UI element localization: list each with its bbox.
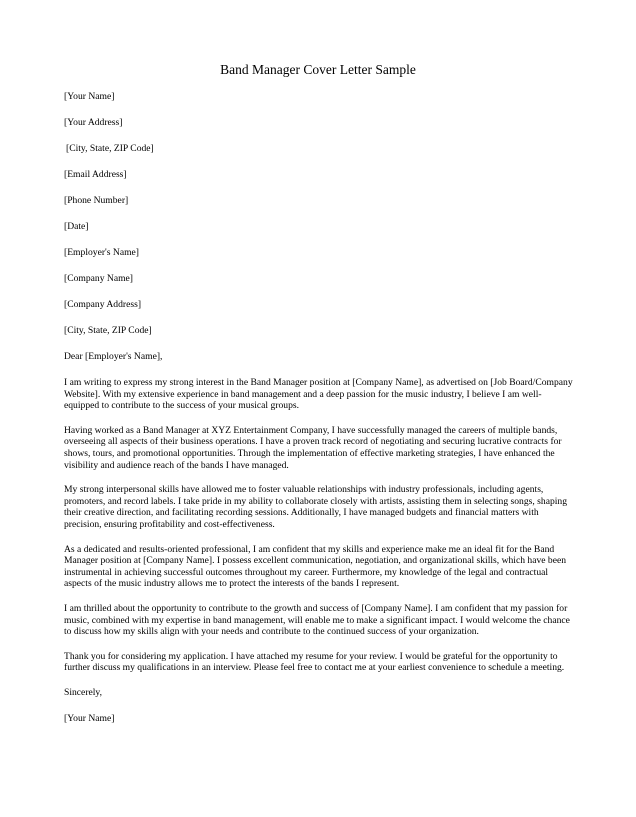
paragraph-enthusiasm: I am thrilled about the opportunity to contribute to the growth and success of [Company Name]. I am confident that my passion for music, combined with my expertise in band management, will enable me to make a significant impact. I would welcome the chance to discuss how my skills align with your needs and contribute to the continued success of your organization. bbox=[64, 602, 570, 638]
sender-city-state-zip: [City, State, ZIP Code] bbox=[66, 143, 154, 154]
paragraph-experience: Having worked as a Band Manager at XYZ Entertainment Company, I have successfully managed the careers of multiple bands, overseeing all aspects of their business operations. I have a proven track record of negotiating and securing lucrative contracts for shows, tours, and promotional opportunities. Through the implementation of effective marketing strategies, I have enhanced the visibility and audience reach of the bands I have managed. bbox=[64, 424, 562, 471]
employer-name: [Employer's Name] bbox=[64, 247, 139, 258]
letter-date: [Date] bbox=[64, 221, 89, 232]
company-city-state-zip: [City, State, ZIP Code] bbox=[64, 325, 152, 336]
paragraph-fit: As a dedicated and results-oriented professional, I am confident that my skills and experience make me an ideal fit for the Band Manager position at [Company Name]. I possess excellent communication, negotiation, and organizational skills, which have been instrumental in achieving successful outcomes throughout my career. Furthermore, my knowledge of the legal and contractual aspects of the music industry allows me to protect the interests of the bands I represent. bbox=[64, 543, 567, 590]
sender-name: [Your Name] bbox=[64, 91, 115, 102]
sender-phone: [Phone Number] bbox=[64, 195, 129, 206]
signature: [Your Name] bbox=[64, 712, 115, 724]
salutation: Dear [Employer's Name], bbox=[64, 351, 163, 362]
closing: Sincerely, bbox=[64, 686, 103, 698]
paragraph-intro: I am writing to express my strong interest in the Band Manager position at [Company Name], as advertised on [Job Board/Company Website]. With my extensive experience in band management and a deep passion for the music industry, I believe I am well-equipped to contribute to the success of your musical groups. bbox=[64, 377, 573, 412]
letter-body bbox=[64, 91, 574, 724]
sender-address: [Your Address] bbox=[64, 117, 123, 128]
sender-email: [Email Address] bbox=[64, 169, 127, 180]
paragraph-thanks: Thank you for considering my application. I have attached my resume for your review. I would be grateful for the opportunity to further discuss my qualifications in an interview. Please feel free to contact me at your earliest convenience to schedule a meeting. bbox=[64, 650, 565, 674]
paragraph-interpersonal: My strong interpersonal skills have allowed me to foster valuable relationships with industry professionals, including agents, promoters, and record labels. I take pride in my ability to collaborate closely with artists, assisting them in selecting songs, shaping their creative direction, and facilitating recording sessions. Additionally, I have managed budgets and financial matters with precision, ensuring profitability and cost-effectiveness. bbox=[64, 484, 568, 530]
document-title: Band Manager Cover Letter Sample bbox=[220, 62, 416, 77]
company-name: [Company Name] bbox=[64, 273, 134, 284]
company-address: [Company Address] bbox=[64, 299, 142, 310]
